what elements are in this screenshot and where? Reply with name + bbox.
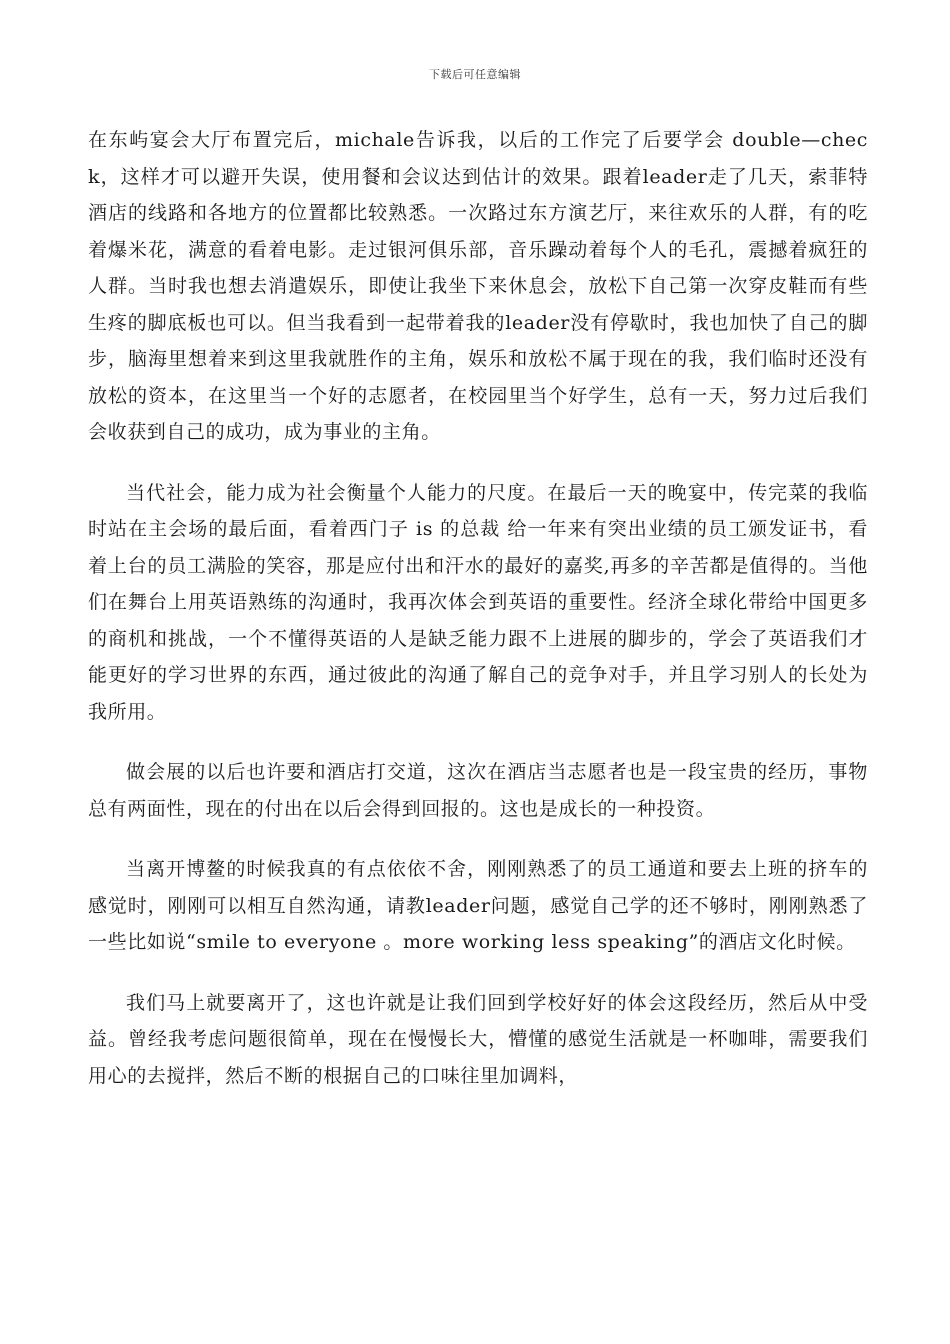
paragraph-5: 我们马上就要离开了，这也许就是让我们回到学校好好的体会这段经历，然后从中受益。曾经我考虑问题很简单，现在在慢慢长大，懵懂的感觉生活就是一杯咖啡，需要我们用心的去搅拌，然后不断的根据自己的口味往里加调料， [88, 991, 868, 1087]
paragraph-1: 在东屿宴会大厅布置完后，michale告诉我，以后的工作完了后要学会 double—check，这样才可以避开失误，使用餐和会议达到估计的效果。跟着leader走了几天，索菲特酒店的线路和各地方的位置都比较熟悉。一次路过东方演艺厅，来往欢乐的人群，有的吃着爆米花，满意的看着电影。走过银河俱乐部，音乐躁动着每个人的毛孔，震撼着疯狂的人群。当时我也想去消遣娱乐，即使让我坐下来休息会，放松下自己第一次穿皮鞋而有些生疼的脚底板也可以。但当我看到一起带着我的leader没有停歇时，我也加快了自己的脚步，脑海里想着来到这里我就胜作的主角，娱乐和放松不属于现在的我，我们临时还没有放松的资本，在这里当一个好的志愿者，在校园里当个好学生，总有一天，努力过后我们会收获到自己的成功，成为事业的主角。 [88, 129, 868, 443]
document-body [88, 122, 868, 1118]
paragraph-3: 做会展的以后也许要和酒店打交道，这次在酒店当志愿者也是一段宝贵的经历，事物总有两面性，现在的付出在以后会得到回报的。这也是成长的一种投资。 [88, 761, 868, 820]
page-header: 下载后可任意编辑 [429, 68, 521, 81]
paragraph-4: 当离开博鳌的时候我真的有点依依不舍，刚刚熟悉了的员工通道和要去上班的挤车的感觉时，刚刚可以相互自然沟通，请教leader问题，感觉自己学的还不够时，刚刚熟悉了一些比如说“smile to everyone 。more working less speaking”的酒店文化时候。 [88, 858, 868, 953]
paragraph-2: 当代社会，能力成为社会衡量个人能力的尺度。在最后一天的晚宴中，传完菜的我临时站在主会场的最后面，看着西门子 is 的总裁 给一年来有突出业绩的员工颁发证书，看着上台的员工满脸的笑容，那是应付出和汗水的最好的嘉奖,再多的辛苦都是值得的。当他们在舞台上用英语熟练的沟通时，我再次体会到英语的重要性。经济全球化带给中国更多的商机和挑战，一个不懂得英语的人是缺乏能力跟不上进展的脚步的，学会了英语我们才能更好的学习世界的东西，通过彼此的沟通了解自己的竞争对手，并且学习别人的长处为我所用。 [88, 481, 868, 723]
